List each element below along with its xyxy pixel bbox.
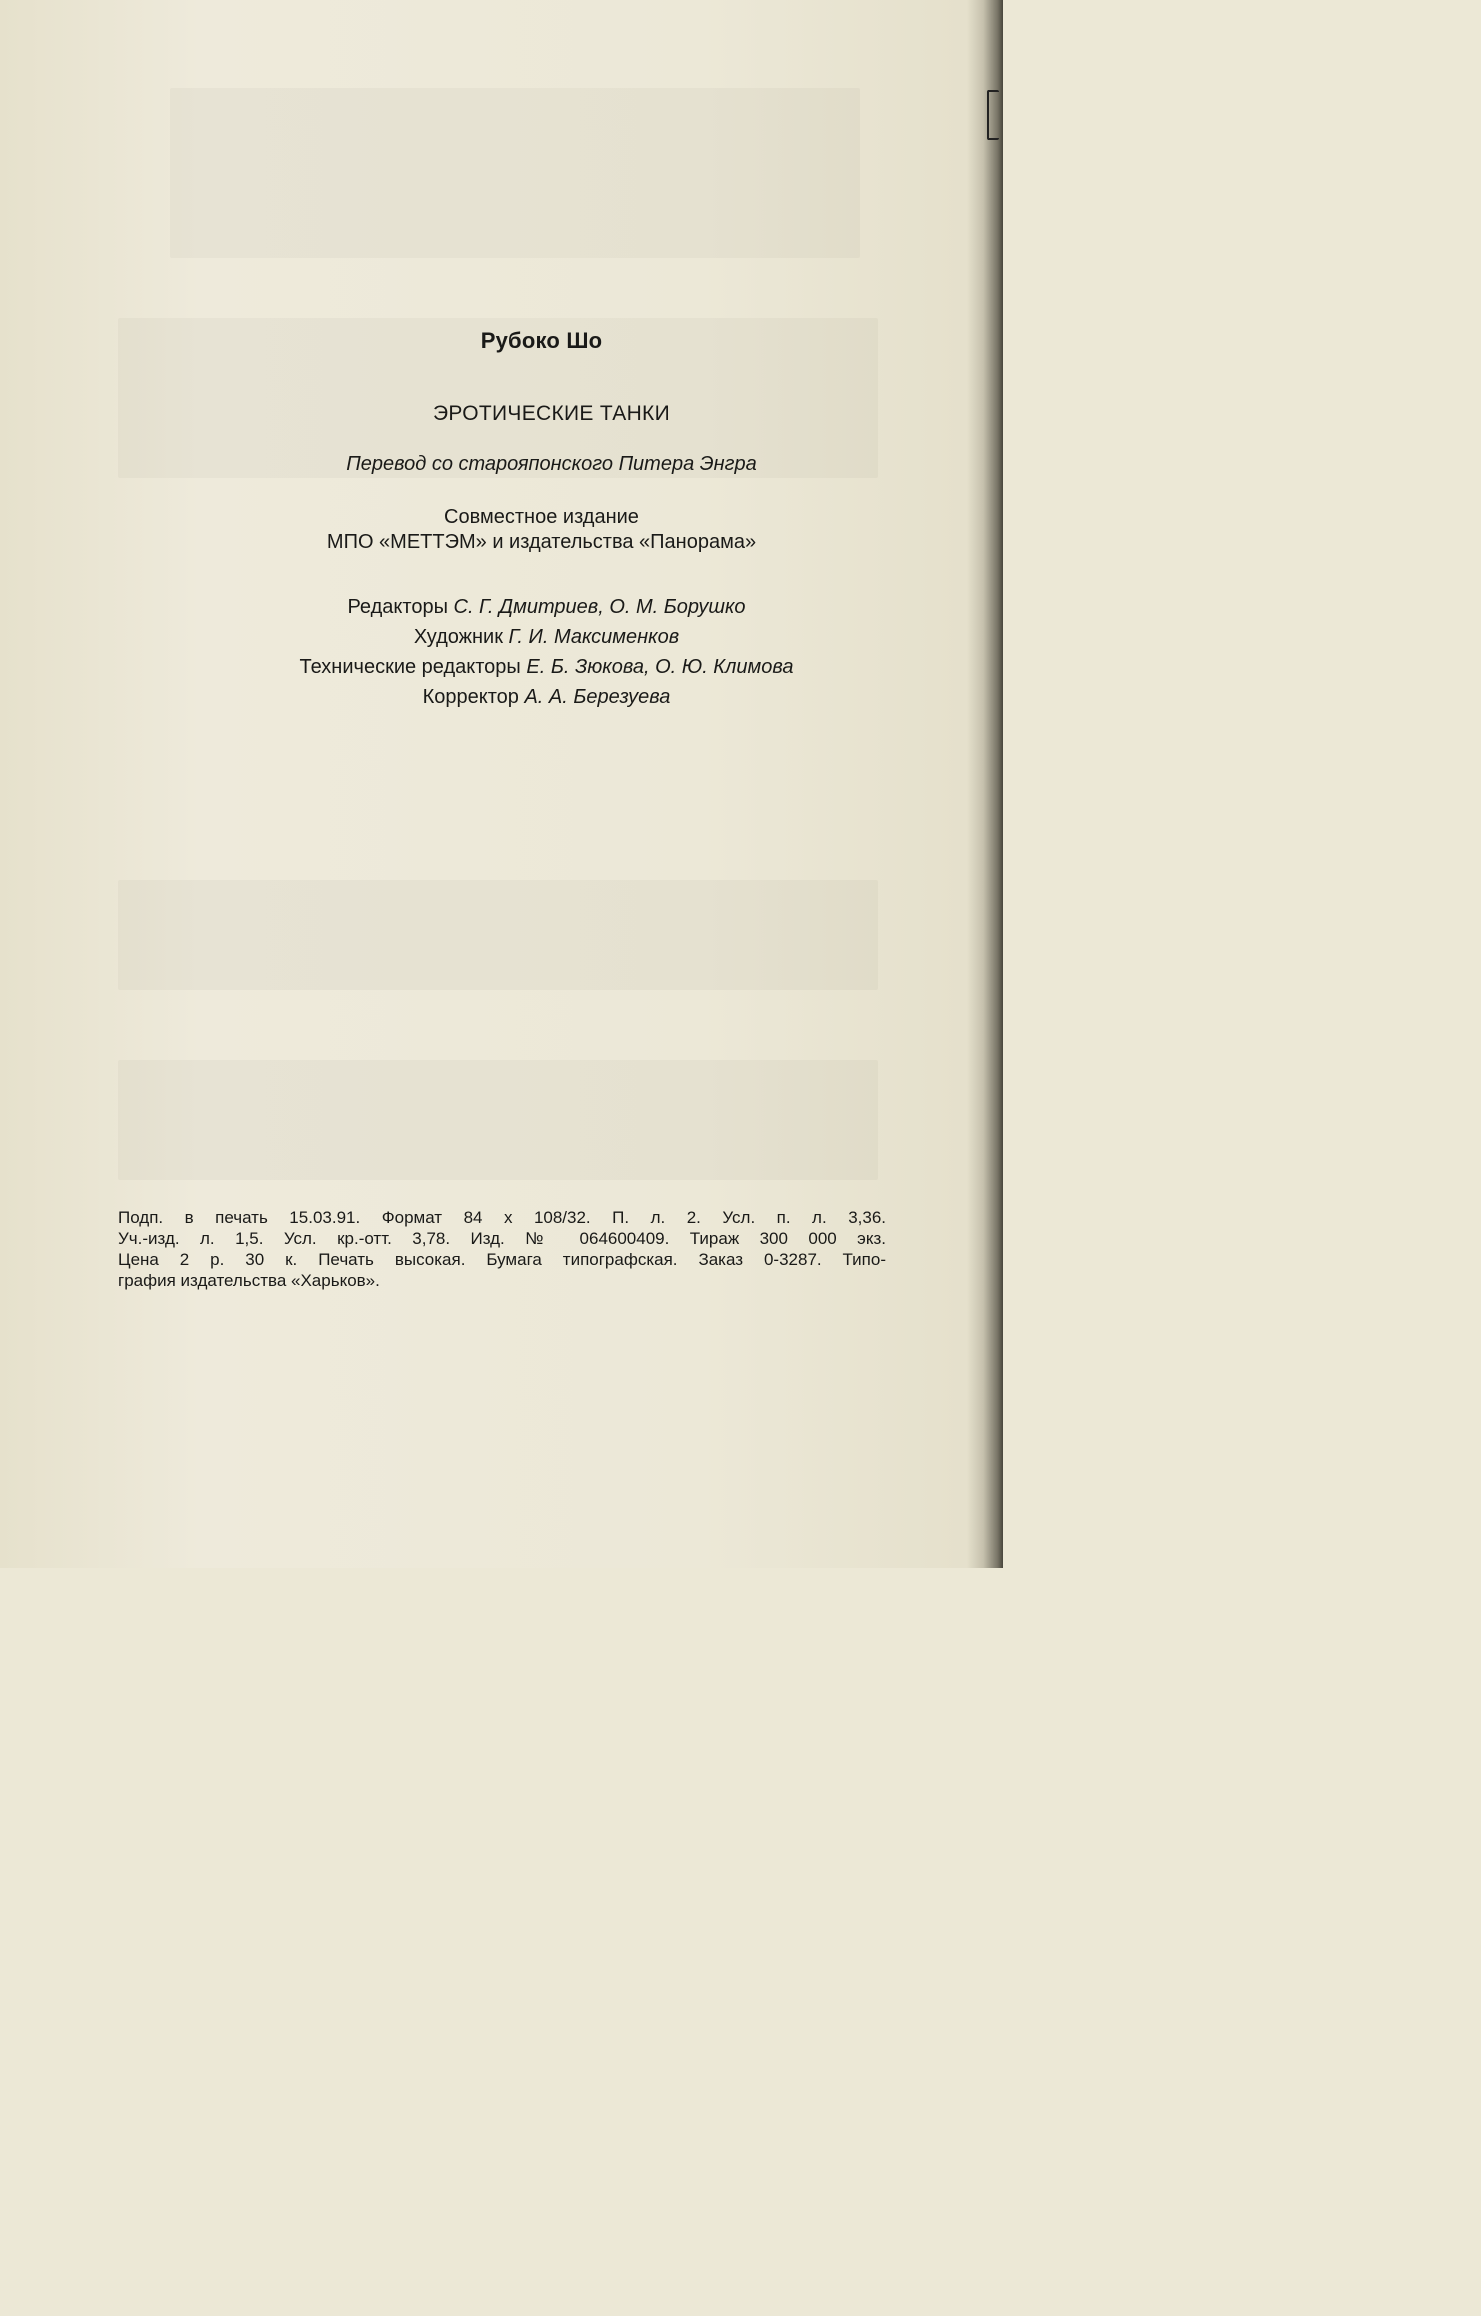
credit-role: Редакторы	[347, 596, 448, 618]
credit-names: Е. Б. Зюкова, О. Ю. Климова	[526, 656, 794, 678]
credit-names: С. Г. Дмитриев, О. М. Борушко	[453, 596, 746, 618]
imprint-line: Подп. в печать 15.03.91. Формат 84 x 108/32. П. л. 2. Усл. п. л. 3,36.	[118, 1208, 886, 1227]
show-through-text	[118, 1060, 878, 1180]
book-title: ЭРОТИЧЕСКИЕ ТАНКИ	[433, 402, 670, 425]
credit-names: А. А. Березуева	[524, 686, 671, 708]
credit-role: Художник	[413, 626, 503, 648]
imprint-line: графия издательства «Харьков».	[118, 1271, 380, 1290]
credit-technical-editors	[45, 652, 1003, 682]
joint-edition-line: Совместное издание	[444, 506, 639, 528]
show-through-text	[170, 88, 860, 258]
credit-role: Технические редакторы	[299, 656, 521, 678]
imprint-block	[118, 1207, 886, 1291]
credit-proofreader	[45, 682, 1003, 712]
joint-edition-publishers: МПО «МЕТТЭМ» и издательства «Панорама»	[326, 531, 757, 553]
imprint-line: Уч.-изд. л. 1,5. Усл. кр.-отт. 3,78. Изд. № 064600409. Тираж 300 000 экз.	[118, 1229, 886, 1248]
binding-mark-icon	[987, 90, 999, 140]
credit-role: Корректор	[422, 686, 519, 708]
credit-editors	[45, 592, 1003, 622]
book-spine-shadow	[967, 0, 1003, 1568]
translation-note: Перевод со старояпонского Питера Энгра	[346, 453, 757, 475]
credits-block	[45, 592, 1003, 712]
joint-edition	[40, 505, 1003, 555]
credit-artist	[45, 622, 1003, 652]
imprint-line: Цена 2 р. 30 к. Печать высокая. Бумага типографская. Заказ 0-3287. Типо-	[118, 1250, 886, 1269]
show-through-text	[118, 880, 878, 990]
colophon-page	[0, 0, 1003, 1568]
credit-names: Г. И. Максименков	[508, 626, 680, 648]
book-author: Рубоко Шо	[480, 328, 603, 353]
